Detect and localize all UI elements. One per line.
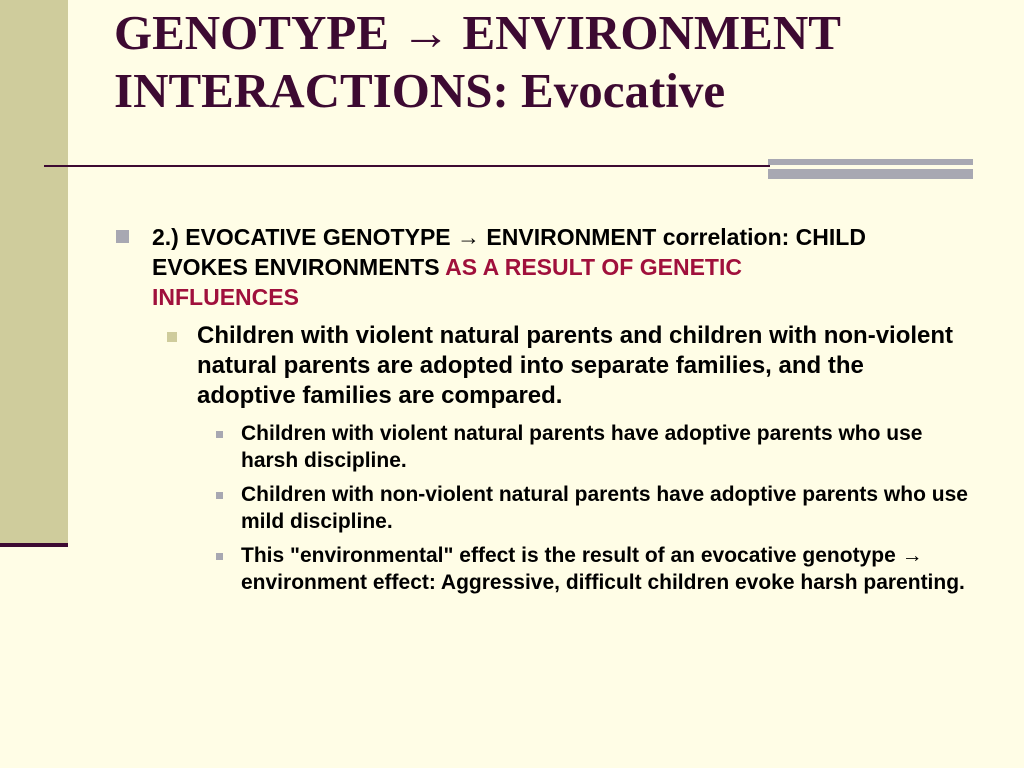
square-bullet-icon <box>216 553 223 560</box>
bullet-level1-highlight: AS A RESULT OF GENETIC INFLUENCES <box>152 254 742 310</box>
title-divider <box>44 165 770 167</box>
side-decor-band <box>0 0 68 544</box>
square-bullet-icon <box>216 431 223 438</box>
slide-title-line2: INTERACTIONS: Evocative <box>114 63 726 118</box>
title-accent-stripe <box>768 169 973 179</box>
side-decor-underline <box>0 543 68 547</box>
bullet-level3: This "environmental" effect is the result of an evocative genotype → environment effect: Aggressive, difficult children evoke harsh parenting. <box>241 544 965 594</box>
slide-title-line1: GENOTYPE → ENVIRONMENT <box>114 5 841 60</box>
square-bullet-icon <box>216 492 223 499</box>
slide-title <box>114 4 994 120</box>
bullet-level3: Children with non-violent natural parents have adoptive parents who use mild discipline. <box>241 483 968 533</box>
bullet-level1 <box>152 222 872 312</box>
bullet-level2: Children with violent natural parents and children with non-violent natural parents are adopted into separate families, and the adoptive families are compared. <box>197 322 954 409</box>
title-accent-bar <box>768 159 973 179</box>
bullet-level1-text: 2.) EVOCATIVE GENOTYPE → ENVIRONMENT correlation: CHILD EVOKES ENVIRONMENTS <box>152 224 866 280</box>
square-bullet-icon <box>167 332 177 342</box>
bullet-level3: Children with violent natural parents have adoptive parents who use harsh discipline. <box>241 422 923 472</box>
square-bullet-icon <box>116 230 129 243</box>
title-accent-stripe <box>768 159 973 165</box>
